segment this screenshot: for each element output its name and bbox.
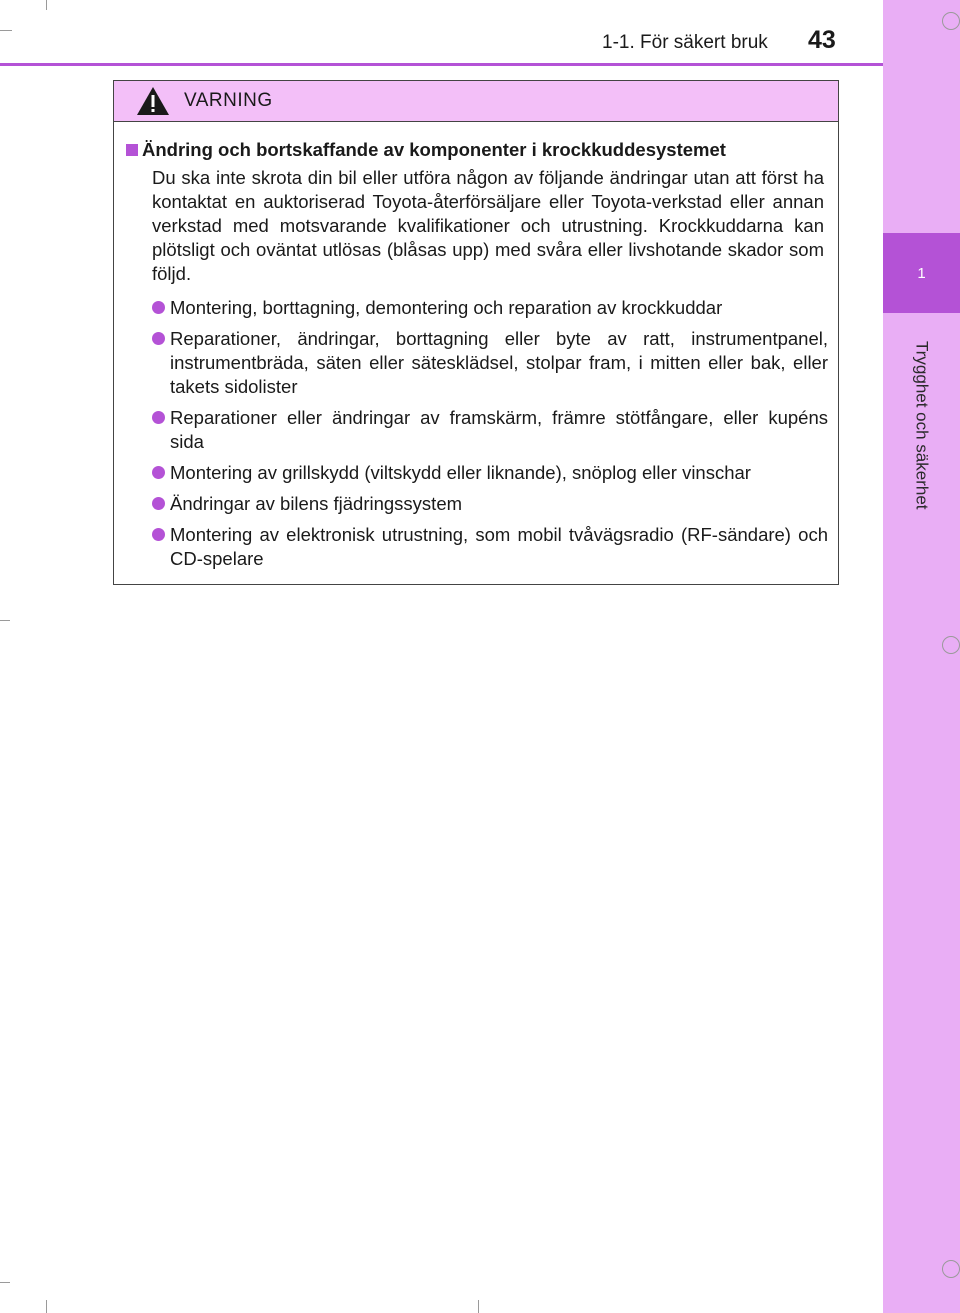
warning-header (114, 81, 838, 122)
warning-body (114, 122, 838, 571)
crop-mark (46, 1300, 47, 1313)
list-item (152, 461, 828, 485)
crop-mark (0, 620, 10, 621)
bullet-dot-icon (152, 301, 165, 314)
bullet-dot-icon (152, 332, 165, 345)
crop-mark (0, 1282, 10, 1283)
list-item-text: Montering av elektronisk utrustning, som mobil tvåvägsradio (RF-sändare) och CD-spelare (170, 524, 828, 569)
warning-paragraph: Du ska inte skrota din bil eller utföra någon av följande ändringar utan att först ha kontaktat en auktoriserad Toyota-återförsäljare eller Toyota-verkstad eller annan verkstad med motsvarande kvalifikationer och utrustning. Krockkuddarna kan plötsligt och oväntat utlösas (blåsas upp) med svåra eller livshotande skador som följd. (152, 167, 824, 284)
list-item (152, 492, 828, 516)
subheading-text: Ändring och bortskaffande av komponenter i krockkuddesystemet (142, 139, 726, 160)
list-item-text: Reparationer eller ändringar av framskärm, främre stötfångare, eller kupéns sida (170, 407, 828, 452)
page-number: 43 (808, 26, 836, 54)
list-item-text: Reparationer, ändringar, borttagning eller byte av ratt, instrumentpanel, instrumentbräda, säten eller sätesklädsel, stolpar fram, i mitten eller bak, eller takets sidolister (170, 328, 828, 397)
list-item (152, 523, 828, 571)
warning-box (113, 80, 839, 585)
list-item-text: Montering, borttagning, demontering och reparation av krockkuddar (170, 297, 723, 318)
bullet-dot-icon (152, 497, 165, 510)
header-rule (0, 63, 883, 66)
section-title: 1-1. För säkert bruk (602, 32, 768, 53)
crop-mark (0, 30, 12, 31)
warning-subheading (126, 138, 828, 162)
list-item-text: Montering av grillskydd (viltskydd eller liknande), snöplog eller vinschar (170, 462, 751, 483)
crop-mark (478, 1300, 479, 1313)
list-item (152, 327, 828, 399)
crop-circle (942, 636, 960, 654)
square-bullet-icon (126, 144, 138, 156)
chapter-title-container (883, 320, 960, 530)
side-bar (883, 0, 960, 1313)
bullet-dot-icon (152, 528, 165, 541)
bullet-dot-icon (152, 466, 165, 479)
list-item (152, 296, 828, 320)
crop-circle (942, 12, 960, 30)
chapter-title: Trygghet och säkerhet (912, 340, 932, 510)
warning-triangle-icon (136, 86, 170, 116)
list-item-text: Ändringar av bilens fjädringssystem (170, 493, 463, 514)
crop-mark (46, 0, 47, 10)
warning-label: VARNING (184, 90, 273, 111)
crop-circle (942, 1260, 960, 1278)
chapter-number: 1 (917, 264, 926, 282)
list-item (152, 406, 828, 454)
chapter-tab[interactable] (883, 233, 960, 313)
bullet-dot-icon (152, 411, 165, 424)
